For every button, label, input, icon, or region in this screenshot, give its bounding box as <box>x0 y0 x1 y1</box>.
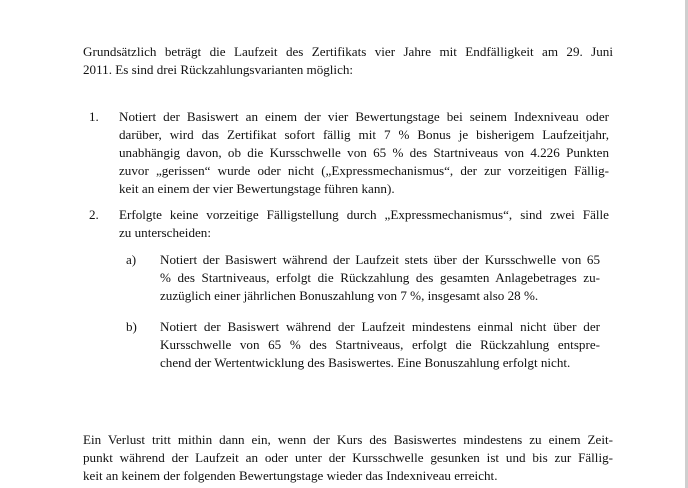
intro-line: Grundsätzlich beträgt die Laufzeit des Zertifikats vier Jahre mit Endfälligkeit am 29. Juni <box>83 44 613 59</box>
intro-line: 2011. Es sind drei Rückzahlungsvarianten möglich: <box>83 62 354 77</box>
text-line: zuvor „gerissen“ wurde oder nicht („Expressmechanismus“, der zur vorzeitigen Fällig- <box>119 163 609 178</box>
text-line: darüber, wird das Zertifikat sofort fällig mit 7 % Bonus je bisherigem Laufzeitjahr, <box>119 127 609 142</box>
sub-item-text <box>160 318 600 372</box>
sub-item-text <box>160 251 600 305</box>
list-number: 1. <box>89 109 99 124</box>
text-line: Notiert der Basiswert während der Laufzeit mindestens einmal nicht über der <box>160 319 600 334</box>
text-line: zuzüglich einer jährlichen Bonuszahlung von 7 %, insgesamt also 28 %. <box>160 288 539 303</box>
outro-line: punkt während der Laufzeit an oder unter der Kursschwelle gesunken ist und bis zur Fällig- <box>83 450 613 465</box>
text-line: chend der Wertentwicklung des Basiswertes. Eine Bonuszahlung erfolgt nicht. <box>160 355 571 370</box>
text-line: Notiert der Basiswert während der Laufzeit stets über der Kursschwelle von 65 <box>160 252 600 267</box>
outro-line: keit an keinem der folgenden Bewertungstage wieder das Indexniveau erreicht. <box>83 468 498 483</box>
outro-paragraph <box>83 431 613 485</box>
list-item-text <box>119 206 609 242</box>
sub-item-letter: a) <box>126 252 137 267</box>
outro-line: Ein Verlust tritt mithin dann ein, wenn der Kurs des Basiswertes mindestens zu einem Zeit- <box>83 432 613 447</box>
text-line: unabhängig davon, ob die Kursschwelle von 65 % des Startniveaus von 4.226 Punkten <box>119 145 609 160</box>
text-line: Notiert der Basiswert an einem der vier Bewertungstage bei seinem Indexniveau oder <box>119 109 609 124</box>
text-line: Kursschwelle von 65 % des Startniveaus, erfolgt die Rückzahlung entspre- <box>160 337 600 352</box>
text-line: Erfolgte keine vorzeitige Fälligstellung durch „Expressmechanismus“, sind zwei Fälle <box>119 207 609 222</box>
intro-paragraph <box>83 43 613 79</box>
text-line: % des Startniveaus, erfolgt die Rückzahlung des gesamten Anlagebetrages zu- <box>160 270 600 285</box>
sub-item-letter: b) <box>126 319 137 334</box>
list-number: 2. <box>89 207 99 222</box>
text-line: keit an einem der vier Bewertungstage führen kann). <box>119 181 395 196</box>
text-line: zu unterscheiden: <box>119 225 211 240</box>
list-item-text <box>119 108 609 198</box>
